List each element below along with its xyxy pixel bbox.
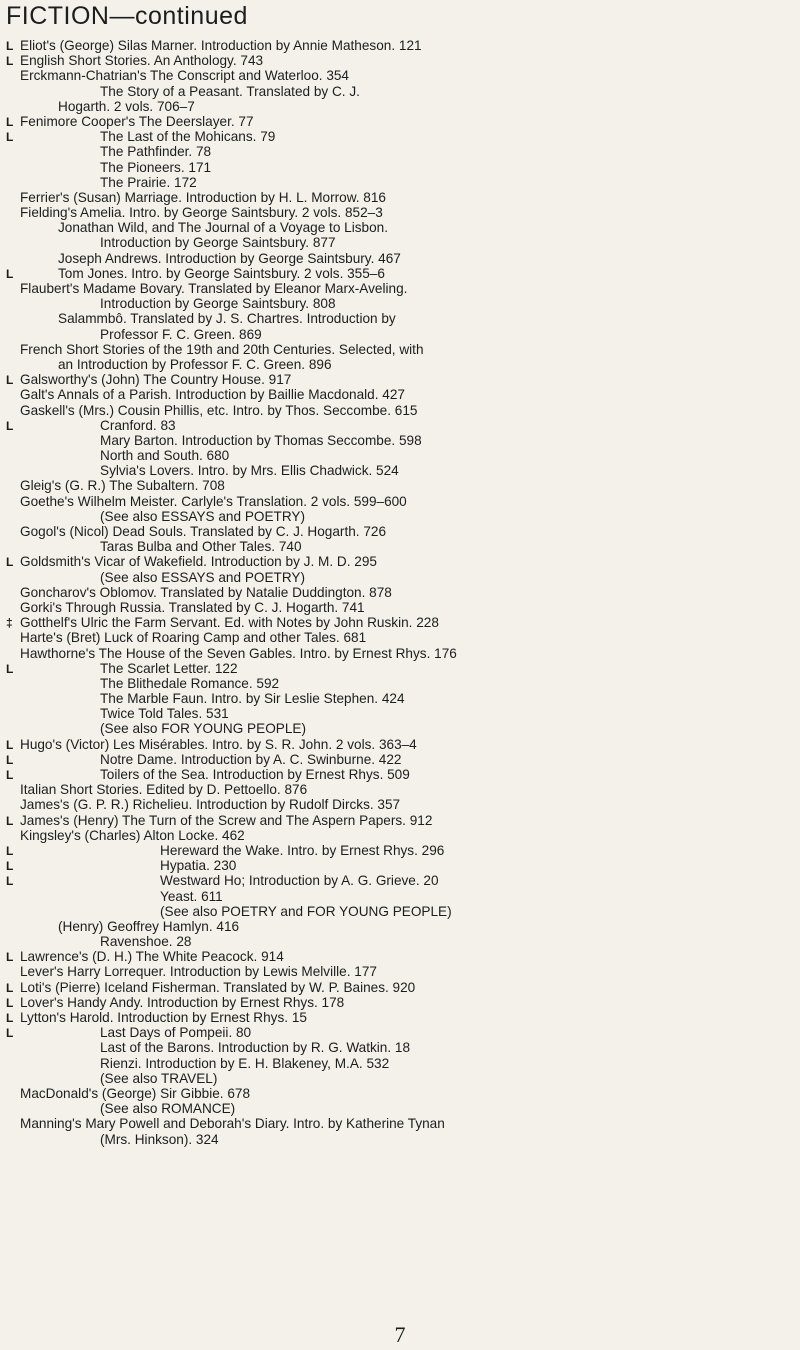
entry-list: [6, 38, 796, 1147]
entry-text: Lever's Harry Lorrequer. Introduction by Lewis Melville. 177: [20, 964, 377, 980]
entry-text: Gogol's (Nicol) Dead Souls. Translated by C. J. Hogarth. 726: [20, 524, 387, 539]
entry-text: Sylvia's Lovers. Intro. by Mrs. Ellis Chadwick. 524: [100, 463, 399, 479]
entry-text: Jonathan Wild, and The Journal of a Voyage to Lisbon.: [58, 220, 388, 236]
entry-text: Salammbô. Translated by J. S. Chartres. Introduction by: [58, 311, 396, 327]
catalogue-entry-line: [6, 661, 796, 676]
catalogue-entry-line: [6, 843, 796, 858]
catalogue-entry-line: [6, 828, 796, 843]
catalogue-entry-line: [6, 1071, 796, 1086]
catalogue-entry-line: [6, 175, 796, 190]
library-mark: L: [6, 266, 14, 281]
library-mark: L: [6, 950, 14, 965]
entry-text: Notre Dame. Introduction by A. C. Swinburne. 422: [100, 751, 402, 767]
entry-text: Lawrence's (D. H.) The White Peacock. 914: [20, 949, 284, 965]
entry-text: Goncharov's Oblomov. Translated by Natalie Duddington. 878: [20, 584, 392, 600]
entry-text: (See also POETRY and FOR YOUNG PEOPLE): [160, 903, 452, 919]
entry-text: Gorki's Through Russia. Translated by C. J. Hogarth. 741: [20, 599, 365, 615]
entry-text: French Short Stories of the 19th and 20th Centuries. Selected, with: [20, 341, 424, 357]
entry-text: Hawthorne's The House of the Seven Gables. Intro. by Ernest Rhys. 176: [20, 645, 457, 661]
entry-text: Fielding's Amelia. Intro. by George Saintsbury. 2 vols. 852–3: [20, 205, 383, 221]
entry-text: The Pioneers. 171: [100, 159, 212, 175]
library-mark: L: [6, 859, 14, 874]
catalogue-entry-line: [6, 1116, 796, 1131]
catalogue-entry-line: [6, 904, 796, 919]
entry-text: Lytton's Harold. Introduction by Ernest Rhys. 15: [20, 1010, 307, 1025]
catalogue-entry-line: [6, 646, 796, 661]
entry-text: Professor F. C. Green. 869: [100, 326, 262, 342]
catalogue-entry-line: [6, 539, 796, 554]
catalogue-entry-line: [6, 554, 796, 569]
catalogue-entry-line: [6, 387, 796, 402]
catalogue-entry-line: [6, 190, 796, 205]
entry-text: Galsworthy's (John) The Country House. 917: [20, 372, 292, 388]
catalogue-entry-line: [6, 129, 796, 144]
catalogue-entry-line: [6, 311, 796, 326]
entry-text: Italian Short Stories. Edited by D. Pettoello. 876: [20, 782, 308, 798]
entry-text: MacDonald's (George) Sir Gibbie. 678: [20, 1085, 251, 1101]
catalogue-entry-line: [6, 1086, 796, 1101]
catalogue-entry-line: [6, 1025, 796, 1040]
catalogue-entry-line: [6, 114, 796, 129]
catalogue-entry-line: [6, 281, 796, 296]
entry-text: Introduction by George Saintsbury. 877: [100, 235, 336, 251]
entry-text: Joseph Andrews. Introduction by George Saintsbury. 467: [58, 250, 401, 266]
entry-text: Gleig's (G. R.) The Subaltern. 708: [20, 478, 225, 494]
entry-text: Harte's (Bret) Luck of Roaring Camp and other Tales. 681: [20, 630, 367, 646]
entry-text: Galt's Annals of a Parish. Introduction by Baillie Macdonald. 427: [20, 387, 405, 403]
library-mark: L: [6, 1011, 14, 1025]
catalogue-entry-line: [6, 889, 796, 904]
library-mark: L: [6, 661, 14, 676]
library-mark: L: [6, 555, 14, 570]
entry-text: English Short Stories. An Anthology. 743: [20, 53, 264, 69]
entry-text: (See also ESSAYS and POETRY): [100, 569, 306, 585]
entry-text: Gotthelf's Ulric the Farm Servant. Ed. with Notes by John Ruskin. 228: [20, 615, 439, 631]
catalogue-entry-line: [6, 995, 796, 1010]
catalogue-entry-line: [6, 934, 796, 949]
catalogue-entry-line: [6, 797, 796, 812]
catalogue-entry-line: [6, 494, 796, 509]
entry-text: Tom Jones. Intro. by George Saintsbury. 2 vols. 355–6: [58, 265, 385, 281]
catalogue-entry-line: [6, 160, 796, 175]
catalogue-entry-line: [6, 873, 796, 888]
entry-text: Fenimore Cooper's The Deerslayer. 77: [20, 113, 254, 129]
catalogue-entry-line: [6, 357, 796, 372]
catalogue-entry-line: [6, 570, 796, 585]
entry-text: Gaskell's (Mrs.) Cousin Phillis, etc. Intro. by Thos. Seccombe. 615: [20, 402, 418, 418]
catalogue-entry-line: [6, 1010, 796, 1025]
catalogue-entry-line: [6, 919, 796, 934]
entry-text: The Marble Faun. Intro. by Sir Leslie Stephen. 424: [100, 691, 405, 707]
entry-text: Goldsmith's Vicar of Wakefield. Introduction by J. M. D. 295: [20, 554, 377, 570]
entry-text: (See also ROMANCE): [100, 1101, 236, 1117]
entry-text: Yeast. 611: [160, 888, 223, 904]
library-mark: L: [6, 768, 14, 782]
catalogue-entry-line: [6, 68, 796, 83]
library-mark: L: [6, 737, 14, 752]
catalogue-entry-line: [6, 448, 796, 463]
section-heading: FICTION—continued: [6, 2, 248, 30]
catalogue-entry-line: [6, 372, 796, 387]
catalogue-entry-line: [6, 630, 796, 645]
catalogue-entry-line: [6, 418, 796, 433]
entry-text: North and South. 680: [100, 448, 230, 464]
catalogue-entry-line: [6, 144, 796, 159]
catalogue-entry-line: [6, 585, 796, 600]
entry-text: Flaubert's Madame Bovary. Translated by Eleanor Marx-Aveling.: [20, 281, 408, 296]
entry-text: The Story of a Peasant. Translated by C. J.: [100, 83, 360, 99]
library-mark: L: [6, 843, 14, 858]
catalogue-entry-line: [6, 782, 796, 797]
catalogue-entry-line: [6, 509, 796, 524]
entry-text: Ferrier's (Susan) Marriage. Introduction by H. L. Morrow. 816: [20, 189, 386, 205]
catalogue-entry-line: [6, 737, 796, 752]
entry-text: The Scarlet Letter. 122: [100, 660, 238, 676]
entry-text: Kingsley's (Charles) Alton Locke. 462: [20, 827, 245, 843]
entry-text: Loti's (Pierre) Iceland Fisherman. Translated by W. P. Baines. 920: [20, 979, 416, 995]
catalogue-entry-line: [6, 858, 796, 873]
catalogue-entry-line: [6, 478, 796, 493]
entry-text: (See also ESSAYS and POETRY): [100, 508, 306, 524]
entry-text: Hogarth. 2 vols. 706–7: [58, 98, 195, 114]
library-mark: L: [6, 980, 14, 995]
entry-text: Ravenshoe. 28: [100, 934, 192, 950]
catalogue-entry-line: [6, 327, 796, 342]
catalogue-entry-line: [6, 1132, 796, 1147]
entry-text: Mary Barton. Introduction by Thomas Seccombe. 598: [100, 432, 422, 448]
catalogue-entry-line: [6, 251, 796, 266]
entry-text: The Last of the Mohicans. 79: [100, 129, 276, 145]
library-mark: L: [6, 39, 14, 53]
library-mark: L: [6, 418, 14, 433]
entry-text: Last of the Barons. Introduction by R. G. Watkin. 18: [100, 1040, 411, 1056]
catalogue-entry-line: [6, 1056, 796, 1071]
entry-text: Cranford. 83: [100, 417, 176, 433]
entry-text: Lover's Handy Andy. Introduction by Ernest Rhys. 178: [20, 994, 345, 1010]
entry-text: Rienzi. Introduction by E. H. Blakeney, M.A. 532: [100, 1055, 390, 1071]
entry-text: James's (G. P. R.) Richelieu. Introduction by Rudolf Dircks. 357: [20, 797, 401, 813]
library-mark: L: [6, 752, 14, 767]
catalogue-entry-line: [6, 403, 796, 418]
catalogue-entry-line: [6, 235, 796, 250]
catalogue-entry-line: [6, 964, 796, 979]
catalogue-entry-line: [6, 676, 796, 691]
catalogue-entry-line: [6, 615, 796, 630]
catalogue-entry-line: [6, 691, 796, 706]
entry-text: Eliot's (George) Silas Marner. Introduction by Annie Matheson. 121: [20, 38, 422, 53]
catalogue-entry-line: [6, 1101, 796, 1116]
page-number: 7: [394, 1322, 406, 1347]
catalogue-entry-line: [6, 38, 796, 53]
catalogue-entry-line: [6, 1040, 796, 1055]
catalogue-entry-line: [6, 53, 796, 68]
entry-text: Twice Told Tales. 531: [100, 706, 229, 722]
library-mark: L: [6, 130, 14, 145]
catalogue-entry-line: [6, 706, 796, 721]
catalogue-entry-line: [6, 752, 796, 767]
catalogue-entry-line: [6, 296, 796, 311]
catalogue-entry-line: [6, 266, 796, 281]
library-mark: ‡: [6, 616, 13, 631]
entry-text: The Pathfinder. 78: [100, 144, 212, 160]
library-mark: L: [6, 54, 14, 69]
library-mark: L: [6, 995, 14, 1010]
catalogue-entry-line: [6, 949, 796, 964]
entry-text: (See also TRAVEL): [100, 1070, 218, 1086]
catalogue-entry-line: [6, 84, 796, 99]
library-mark: L: [6, 813, 14, 828]
entry-text: Hypatia. 230: [160, 858, 237, 874]
library-mark: L: [6, 114, 14, 129]
entry-text: James's (Henry) The Turn of the Screw and The Aspern Papers. 912: [20, 812, 433, 828]
catalogue-entry-line: [6, 721, 796, 736]
entry-text: Goethe's Wilhelm Meister. Carlyle's Translation. 2 vols. 599–600: [20, 493, 407, 509]
catalogue-entry-line: [6, 342, 796, 357]
entry-text: Introduction by George Saintsbury. 808: [100, 296, 336, 312]
catalogue-entry-line: [6, 433, 796, 448]
entry-text: Taras Bulba and Other Tales. 740: [100, 539, 302, 555]
catalogue-entry-line: [6, 463, 796, 478]
catalogue-entry-line: [6, 813, 796, 828]
catalogue-entry-line: [6, 99, 796, 114]
entry-text: (Henry) Geoffrey Hamlyn. 416: [58, 918, 240, 934]
entry-text: Erckmann-Chatrian's The Conscript and Waterloo. 354: [20, 68, 349, 84]
library-mark: L: [6, 1026, 14, 1041]
entry-text: The Prairie. 172: [100, 174, 197, 190]
catalogue-entry-line: [6, 524, 796, 539]
entry-text: Hereward the Wake. Intro. by Ernest Rhys. 296: [160, 842, 445, 858]
entry-text: Toilers of the Sea. Introduction by Ernest Rhys. 509: [100, 767, 410, 782]
entry-text: an Introduction by Professor F. C. Green. 896: [58, 356, 332, 372]
entry-text: Last Days of Pompeii. 80: [100, 1025, 252, 1041]
catalogue-entry-line: [6, 980, 796, 995]
library-mark: L: [6, 373, 14, 388]
entry-text: Hugo's (Victor) Les Misérables. Intro. by S. R. John. 2 vols. 363–4: [20, 736, 417, 752]
catalogue-entry-line: [6, 600, 796, 615]
catalogue-entry-line: [6, 767, 796, 782]
library-mark: L: [6, 874, 14, 889]
entry-text: Westward Ho; Introduction by A. G. Grieve. 20: [160, 873, 439, 889]
entry-text: The Blithedale Romance. 592: [100, 675, 280, 691]
entry-text: (Mrs. Hinkson). 324: [100, 1131, 219, 1147]
entry-text: Manning's Mary Powell and Deborah's Diary. Intro. by Katherine Tynan: [20, 1116, 445, 1132]
catalogue-entry-line: [6, 220, 796, 235]
catalogue-entry-line: [6, 205, 796, 220]
entry-text: (See also FOR YOUNG PEOPLE): [100, 721, 306, 737]
